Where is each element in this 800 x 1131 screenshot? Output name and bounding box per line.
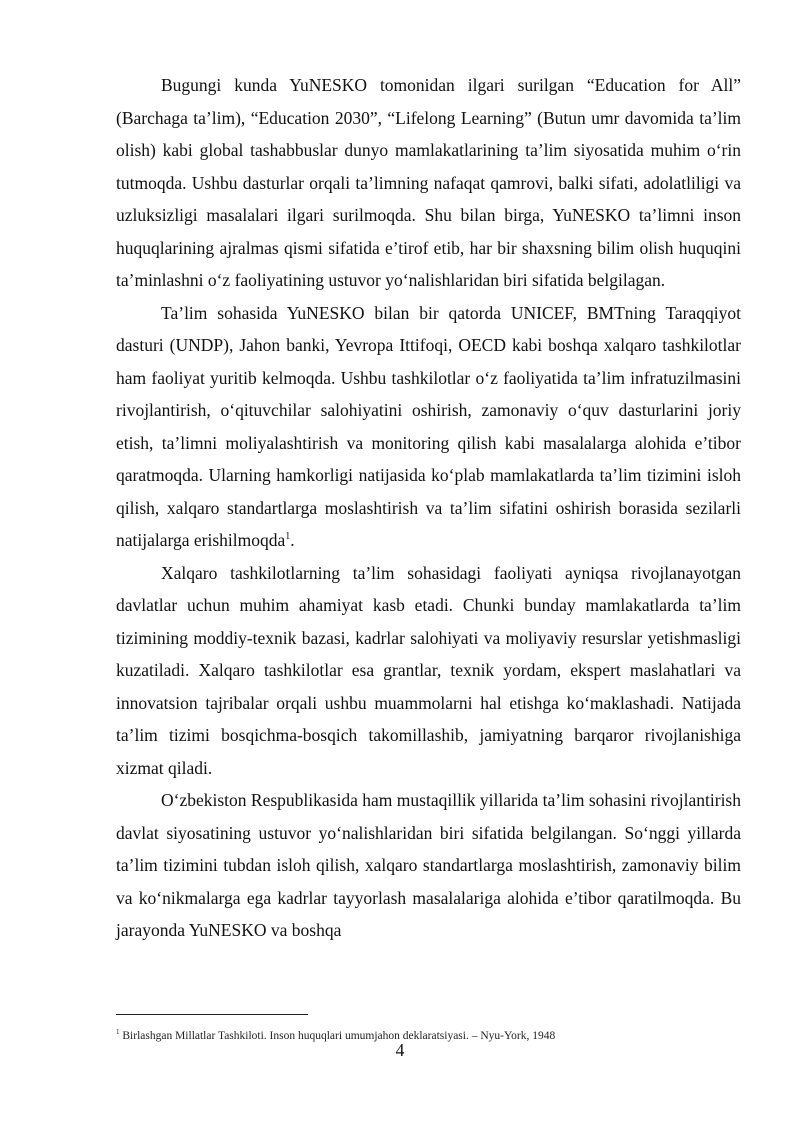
paragraph-2-end-period: . <box>290 530 295 550</box>
footnote-divider <box>116 1014 308 1015</box>
footnote-text: Birlashgan Millatlar Tashkiloti. Inson huquqlari umumjahon deklaratsiyasi. – Nyu-York, 1948 <box>119 1029 556 1042</box>
paragraph-2 <box>116 297 741 557</box>
page-number: 4 <box>395 1040 405 1060</box>
footnote-reference[interactable]: 1 <box>285 531 291 543</box>
paragraph-4: Oʻzbekiston Respublikasida ham mustaqillik yillarida ta’lim sohasini rivojlantirish davlat siyosatining ustuvor yoʻnalishlaridan biri sifatida belgilangan. Soʻnggi yillarda ta’lim tizimini tubdan isloh qilish, xalqaro standartlarga moslashtirish, zamonaviy bilim va koʻnikmalarga ega kadrlar tayyorlash masalalariga alohida e’tibor qaratilmoqda. Bu jarayonda YuNESKO va boshqa <box>116 790 741 940</box>
paragraph-1: Bugungi kunda YuNESKO tomonidan ilgari surilgan “Education for All” (Barchaga ta’lim), “Education 2030”, “Lifelong Learning” (Butun umr davomida ta’lim olish) kabi global tashabbuslar dunyo mamlakatlarining ta’lim siyosatida muhim oʻrin tutmoqda. Ushbu dasturlar orqali ta’limning nafaqat qamrovi, balki sifati, adolatliligi va uzluksizligi masalalari ilgari surilmoqda. Shu bilan birga, YuNESKO ta’limni inson huquqlarining ajralmas qismi sifatida e’tirof etib, har bir shaxsning bilim olish huquqini ta’minlashni oʻz faoliyatining ustuvor yoʻnalishlaridan biri sifatida belgilagan. <box>116 75 741 290</box>
body-text <box>116 69 741 947</box>
paragraph-3: Xalqaro tashkilotlarning ta’lim sohasidagi faoliyati ayniqsa rivojlanayotgan davlatlar uchun muhim ahamiyat kasb etadi. Chunki bunday mamlakatlarda ta’lim tizimining moddiy-texnik bazasi, kadrlar salohiyati va moliyaviy resurslar yetishmasligi kuzatiladi. Xalqaro tashkilotlar esa grantlar, texnik yordam, ekspert maslahatlari va innovatsion tajribalar orqali ushbu muammolarni hal etishga koʻmaklashadi. Natijada ta’lim tizimi bosqichma-bosqich takomillashib, jamiyatning barqaror rivojlanishiga xizmat qiladi. <box>116 562 741 778</box>
paragraph-2-text: Ta’lim sohasida YuNESKO bilan bir qatorda UNICEF, BMTning Taraqqiyot dasturi (UNDP), Jahon banki, Yevropa Ittifoqi, OECD kabi boshqa xalqaro tashkilotlar ham faoliyat yuritib kelmoqda. Ushbu tashkilotlar oʻz faoliyatida ta’lim infratuzilmasini rivojlantirish, oʻqituvchilar salohiyatini oshirish, zamonaviy oʻquv dasturlarini joriy etish, ta’limni moliyalashtirish va monitoring qilish kabi masalalarga alohida e’tibor qaratmoqda. Ularning hamkorligi natijasida koʻplab mamlakatlarda ta’lim tizimini isloh qilish, xalqaro standartlarga moslashtirish va ta’lim sifatini oshirish borasida sezilarli natijalarga erishilmoqda <box>116 302 741 550</box>
footnote-marker: 1 <box>116 1028 120 1036</box>
